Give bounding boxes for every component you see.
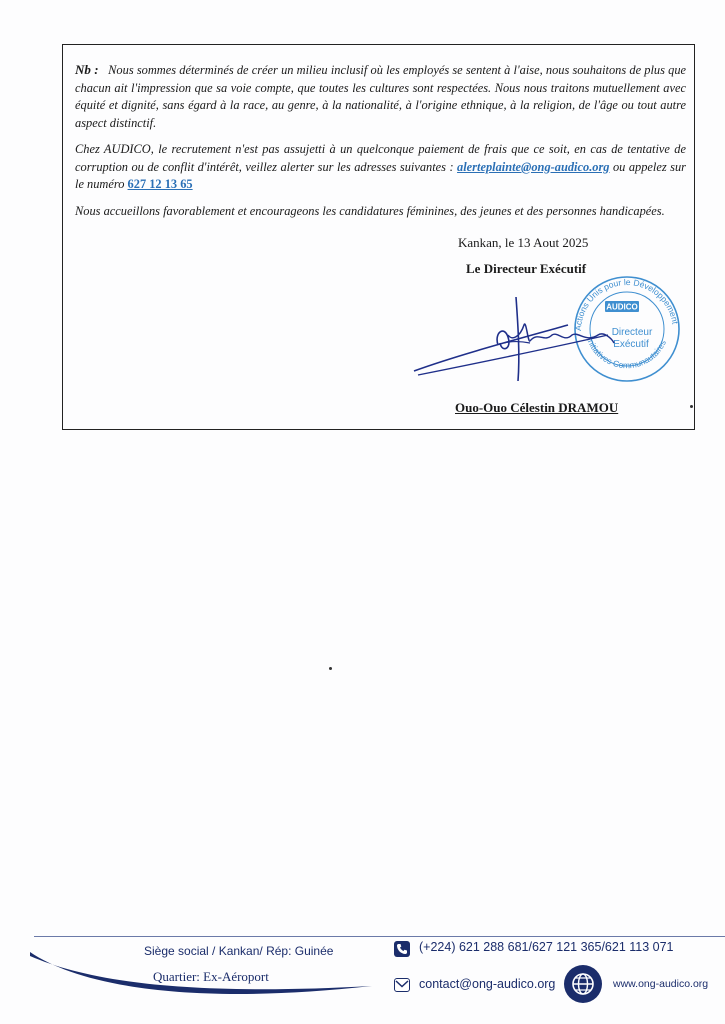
footer-rule	[34, 936, 725, 937]
paragraph-recruitment	[75, 141, 686, 194]
stamp-inner-line2: Exécutif	[613, 339, 649, 350]
ink-speck	[329, 667, 332, 670]
stamp-badge: AUDICO	[606, 302, 638, 312]
footer-address-line2: Quartier: Ex-Aéroport	[153, 969, 269, 984]
footer-phones: (+224) 621 288 681/627 121 365/621 113 071	[419, 940, 674, 954]
nb-label: Nb :	[75, 62, 99, 77]
footer-website[interactable]: www.ong-audico.org	[613, 978, 709, 990]
paragraph-candidates	[75, 203, 686, 221]
paragraph-inclusion	[75, 61, 686, 132]
stamp-outer-text: Actions Unis pour le Développement	[572, 276, 681, 332]
phone-icon	[394, 941, 410, 957]
globe-icon	[563, 964, 603, 1004]
candidates-text: Nous accueillons favorablement et encourageons les candidatures féminines, des jeunes et des personnes handicapées.	[75, 203, 665, 218]
recruitment-text: Chez AUDICO, le recrutement n'est pas assujetti à un quelconque paiement de frais que ce soit, en cas de tentative de corruption ou de conflit d'intérêt, veillez alerter sur les adresses suivantes :	[75, 142, 686, 174]
notice-box	[62, 44, 695, 430]
alert-email-link[interactable]: alerteplainte@ong-audico.org	[457, 159, 610, 174]
inclusion-text: Nous sommes déterminés de créer un milieu inclusif où les employés se sentent à l'aise, nous souhaitons de plus que chacun ait l'impression que sa voie compte, que toutes les cultures sont respectées. Nous nous traitons mutuellement avec équité et dignité, sans égard à la race, au genre, à la nationalité, à l'origine ethnique, à la religion, de l'âge ou tout autre aspect distinctif.	[75, 63, 687, 130]
handwritten-signature	[408, 295, 618, 385]
footer-email[interactable]: contact@ong-audico.org	[419, 977, 556, 991]
letterhead-footer	[0, 920, 725, 1024]
recruitment-text-mid: ou appelez sur le numéro	[75, 159, 686, 191]
place-date: Kankan, le 13 Aout 2025	[458, 235, 589, 250]
ink-speck	[690, 405, 693, 408]
signer-name: Ouo-Ouo Célestin DRAMOU	[455, 400, 619, 415]
alert-phone-link[interactable]: 627 12 13 65	[127, 177, 193, 191]
footer-address-line1: Siège social / Kankan/ Rép: Guinée	[144, 944, 334, 958]
envelope-icon	[394, 978, 410, 992]
stamp-inner-line1: Directeur	[611, 327, 653, 338]
stamp-lower-text: Initiatives Communautaires	[585, 336, 668, 371]
signer-title: Le Directeur Exécutif	[466, 261, 587, 276]
